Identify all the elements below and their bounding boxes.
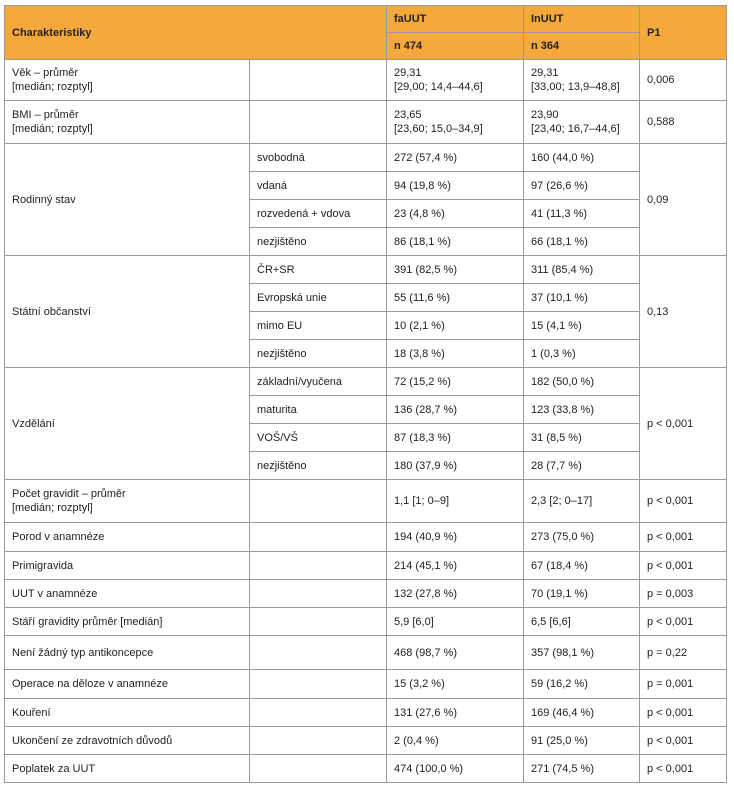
value-inuut: 2,3 [2; 0–17] bbox=[524, 480, 640, 523]
value-inuut: 1 (0,3 %) bbox=[524, 340, 640, 368]
row-sub-label: svobodná bbox=[250, 144, 387, 172]
row-label: Rodinný stav bbox=[5, 144, 250, 256]
value-fauut: 474 (100,0 %) bbox=[387, 755, 524, 783]
row-sub-empty bbox=[250, 101, 387, 144]
value-p: p < 0,001 bbox=[640, 523, 727, 552]
value-fauut: 180 (37,9 %) bbox=[387, 452, 524, 480]
row-label: Věk – průměr [medián; rozptyl] bbox=[5, 60, 250, 101]
table-row bbox=[5, 101, 727, 144]
table-row bbox=[5, 256, 727, 284]
value-fauut: 23,65 [23,60; 15,0–34,9] bbox=[387, 101, 524, 144]
value-inuut: 67 (18,4 %) bbox=[524, 552, 640, 580]
row-label: Ukončení ze zdravotních důvodů bbox=[5, 727, 250, 755]
row-sub-label: ČR+SR bbox=[250, 256, 387, 284]
value-fauut: 23 (4,8 %) bbox=[387, 200, 524, 228]
row-label: UUT v anamnéze bbox=[5, 580, 250, 608]
row-sub-label: Evropská unie bbox=[250, 284, 387, 312]
value-inuut: 91 (25,0 %) bbox=[524, 727, 640, 755]
table-row bbox=[5, 368, 727, 396]
row-sub-empty bbox=[250, 608, 387, 636]
value-inuut: 169 (46,4 %) bbox=[524, 699, 640, 727]
value-inuut: 6,5 [6,6] bbox=[524, 608, 640, 636]
row-sub-empty bbox=[250, 755, 387, 783]
table-row bbox=[5, 755, 727, 783]
row-sub-label: rozvedená + vdova bbox=[250, 200, 387, 228]
value-inuut: 123 (33,8 %) bbox=[524, 396, 640, 424]
row-sub-empty bbox=[250, 480, 387, 523]
table-row bbox=[5, 727, 727, 755]
value-inuut: 311 (85,4 %) bbox=[524, 256, 640, 284]
row-label: Porod v anamnéze bbox=[5, 523, 250, 552]
header-characteristics: Charakteristiky bbox=[5, 6, 387, 60]
row-label: Vzdělání bbox=[5, 368, 250, 480]
value-inuut: 29,31 [33,00; 13,9–48,8] bbox=[524, 60, 640, 101]
row-label: Poplatek za UUT bbox=[5, 755, 250, 783]
value-fauut: 214 (45,1 %) bbox=[387, 552, 524, 580]
value-fauut: 194 (40,9 %) bbox=[387, 523, 524, 552]
row-sub-empty bbox=[250, 580, 387, 608]
table-row bbox=[5, 60, 727, 101]
value-inuut: 66 (18,1 %) bbox=[524, 228, 640, 256]
value-inuut: 23,90 [23,40; 16,7–44,6] bbox=[524, 101, 640, 144]
row-sub-empty bbox=[250, 523, 387, 552]
value-fauut: 86 (18,1 %) bbox=[387, 228, 524, 256]
value-p: p = 0,003 bbox=[640, 580, 727, 608]
row-label: Primigravida bbox=[5, 552, 250, 580]
row-sub-label: mimo EU bbox=[250, 312, 387, 340]
table-row bbox=[5, 480, 727, 523]
value-fauut: 131 (27,6 %) bbox=[387, 699, 524, 727]
value-p: p = 0,001 bbox=[640, 670, 727, 699]
value-inuut: 31 (8,5 %) bbox=[524, 424, 640, 452]
row-sub-label: vdaná bbox=[250, 172, 387, 200]
value-fauut: 1,1 [1; 0–9] bbox=[387, 480, 524, 523]
value-fauut: 87 (18,3 %) bbox=[387, 424, 524, 452]
table-row bbox=[5, 144, 727, 172]
row-sub-empty bbox=[250, 727, 387, 755]
row-sub-label: nezjištěno bbox=[250, 340, 387, 368]
row-label: Stáří gravidity průměr [medián] bbox=[5, 608, 250, 636]
value-p: 0,588 bbox=[640, 101, 727, 144]
header-inuut: InUUT bbox=[524, 6, 640, 33]
characteristics-table bbox=[4, 5, 727, 783]
value-fauut: 136 (28,7 %) bbox=[387, 396, 524, 424]
value-p: p = 0,22 bbox=[640, 636, 727, 670]
table-row bbox=[5, 670, 727, 699]
value-inuut: 97 (26,6 %) bbox=[524, 172, 640, 200]
value-p: p < 0,001 bbox=[640, 608, 727, 636]
row-sub-label: nezjištěno bbox=[250, 228, 387, 256]
table-row bbox=[5, 580, 727, 608]
value-inuut: 28 (7,7 %) bbox=[524, 452, 640, 480]
value-fauut: 15 (3,2 %) bbox=[387, 670, 524, 699]
value-inuut: 271 (74,5 %) bbox=[524, 755, 640, 783]
value-inuut: 357 (98,1 %) bbox=[524, 636, 640, 670]
row-label: Operace na děloze v anamnéze bbox=[5, 670, 250, 699]
value-fauut: 29,31 [29,00; 14,4–44,6] bbox=[387, 60, 524, 101]
table-row bbox=[5, 523, 727, 552]
row-label: Státní občanství bbox=[5, 256, 250, 368]
value-p: 0,006 bbox=[640, 60, 727, 101]
value-inuut: 37 (10,1 %) bbox=[524, 284, 640, 312]
value-inuut: 15 (4,1 %) bbox=[524, 312, 640, 340]
value-fauut: 18 (3,8 %) bbox=[387, 340, 524, 368]
value-fauut: 272 (57,4 %) bbox=[387, 144, 524, 172]
value-inuut: 70 (19,1 %) bbox=[524, 580, 640, 608]
table-header bbox=[5, 6, 727, 60]
value-p: p < 0,001 bbox=[640, 699, 727, 727]
row-sub-empty bbox=[250, 60, 387, 101]
value-p: p < 0,001 bbox=[640, 368, 727, 480]
value-fauut: 55 (11,6 %) bbox=[387, 284, 524, 312]
row-sub-label: základní/vyučena bbox=[250, 368, 387, 396]
row-sub-label: maturita bbox=[250, 396, 387, 424]
row-sub-empty bbox=[250, 670, 387, 699]
value-p: 0,13 bbox=[640, 256, 727, 368]
row-sub-empty bbox=[250, 699, 387, 727]
row-sub-empty bbox=[250, 636, 387, 670]
value-fauut: 468 (98,7 %) bbox=[387, 636, 524, 670]
table-row bbox=[5, 699, 727, 727]
header-fauut: faUUT bbox=[387, 6, 524, 33]
row-label: BMI – průměr [medián; rozptyl] bbox=[5, 101, 250, 144]
row-label: Kouření bbox=[5, 699, 250, 727]
value-fauut: 94 (19,8 %) bbox=[387, 172, 524, 200]
value-fauut: 5,9 [6,0] bbox=[387, 608, 524, 636]
value-inuut: 59 (16,2 %) bbox=[524, 670, 640, 699]
row-label: Počet gravidit – průměr [medián; rozptyl] bbox=[5, 480, 250, 523]
value-p: p < 0,001 bbox=[640, 727, 727, 755]
row-label: Není žádný typ antikoncepce bbox=[5, 636, 250, 670]
row-sub-label: nezjištěno bbox=[250, 452, 387, 480]
value-p: p < 0,001 bbox=[640, 480, 727, 523]
value-fauut: 2 (0,4 %) bbox=[387, 727, 524, 755]
value-fauut: 391 (82,5 %) bbox=[387, 256, 524, 284]
value-inuut: 41 (11,3 %) bbox=[524, 200, 640, 228]
header-inuut-n: n 364 bbox=[524, 33, 640, 60]
value-fauut: 10 (2,1 %) bbox=[387, 312, 524, 340]
header-p1: P1 bbox=[640, 6, 727, 60]
value-fauut: 132 (27,8 %) bbox=[387, 580, 524, 608]
value-p: 0,09 bbox=[640, 144, 727, 256]
value-p: p < 0,001 bbox=[640, 552, 727, 580]
table-row bbox=[5, 552, 727, 580]
table-row bbox=[5, 636, 727, 670]
value-inuut: 160 (44,0 %) bbox=[524, 144, 640, 172]
value-inuut: 182 (50,0 %) bbox=[524, 368, 640, 396]
header-fauut-n: n 474 bbox=[387, 33, 524, 60]
value-inuut: 273 (75,0 %) bbox=[524, 523, 640, 552]
value-fauut: 72 (15,2 %) bbox=[387, 368, 524, 396]
value-p: p < 0,001 bbox=[640, 755, 727, 783]
row-sub-label: VOŠ/VŠ bbox=[250, 424, 387, 452]
table-row bbox=[5, 608, 727, 636]
row-sub-empty bbox=[250, 552, 387, 580]
